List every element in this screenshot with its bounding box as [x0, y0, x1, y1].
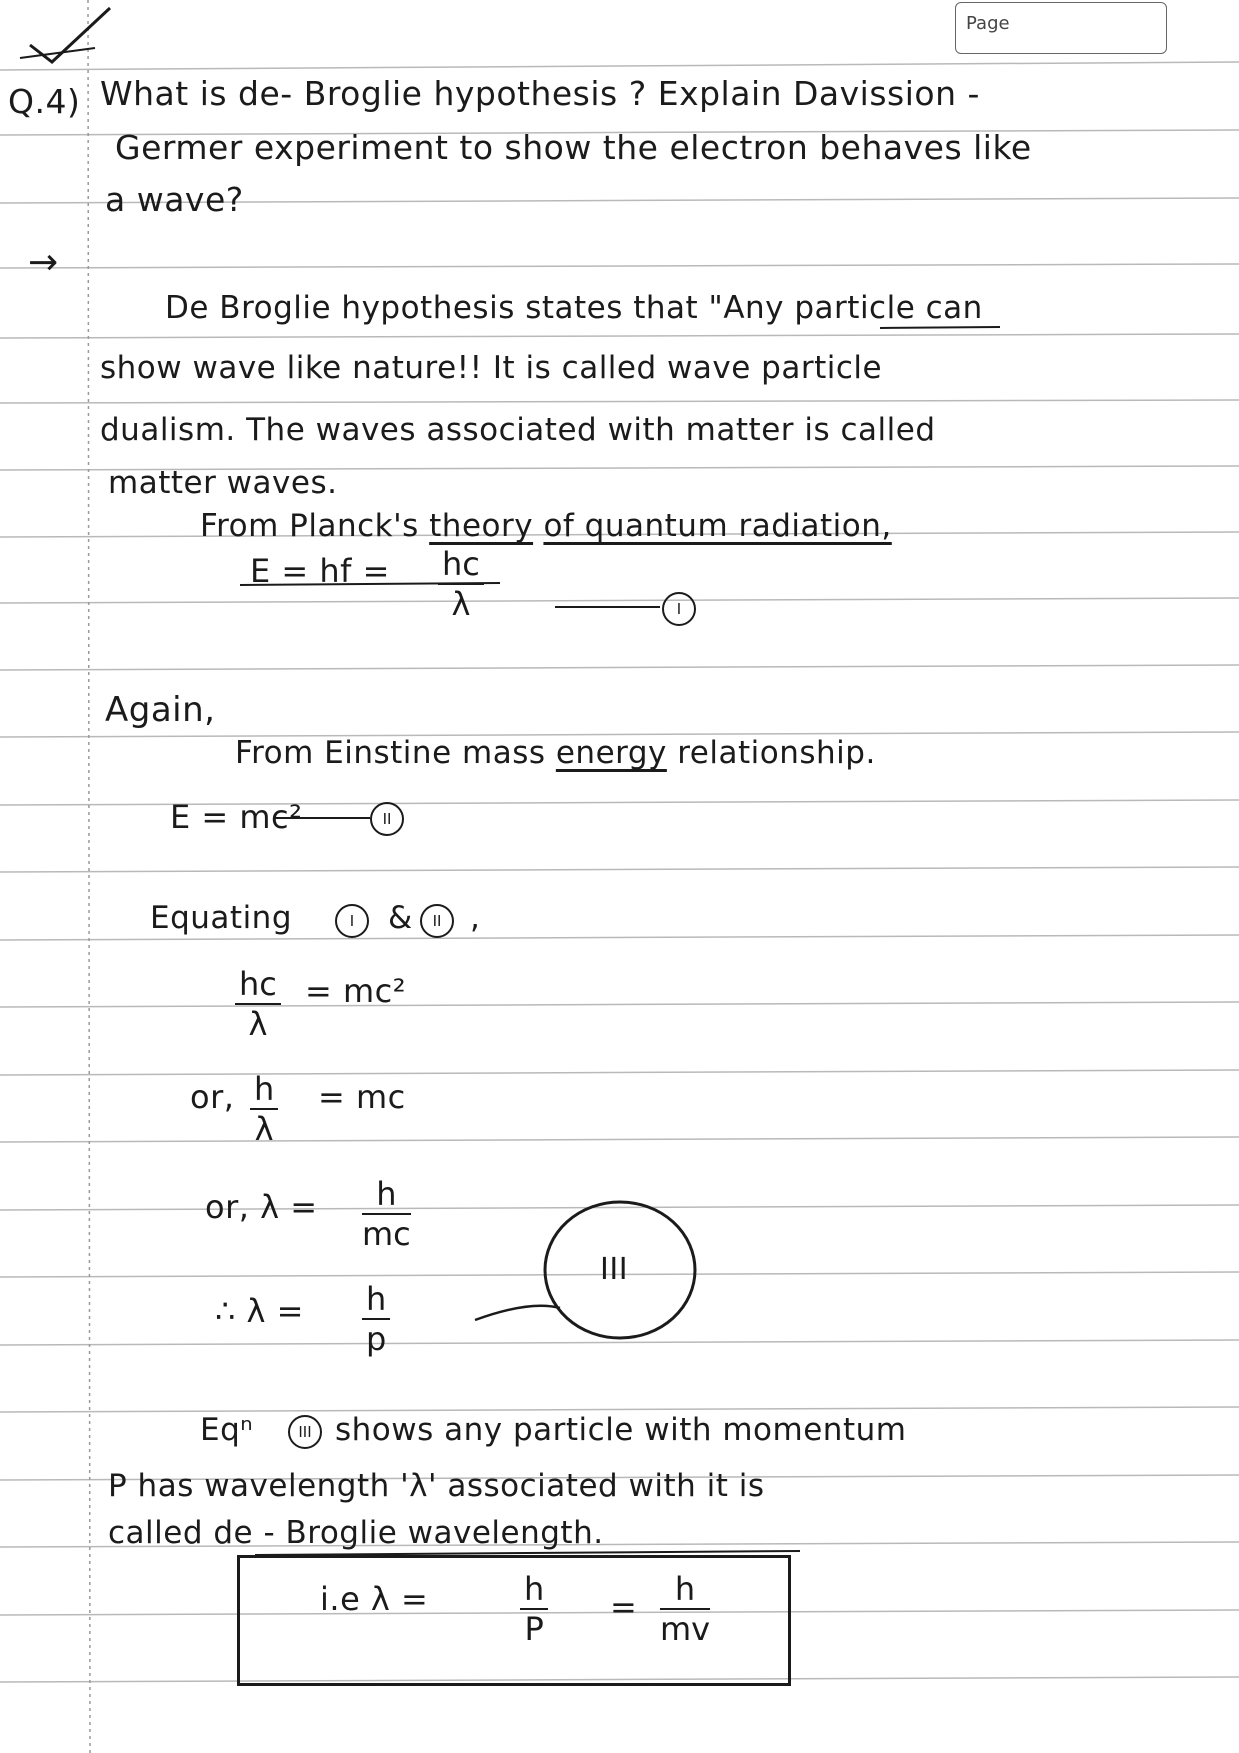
einstein-line: [235, 735, 876, 771]
equating-label: Equating: [150, 900, 293, 936]
para-line-1-quote: Any particle can: [723, 290, 983, 326]
conclusion-line-2: P has wavelength 'λ' associated with it is: [108, 1468, 765, 1504]
eq1-fraction: [438, 545, 484, 623]
step1-rhs: = mc²: [305, 972, 407, 1010]
final-denominator-2: mv: [660, 1610, 711, 1648]
conclusion-eqn: Eqⁿ: [200, 1412, 254, 1448]
para-line-2: show wave like nature!! It is called wave particle: [100, 350, 883, 386]
para-line-1: [165, 290, 983, 326]
page-label: Page: [966, 13, 1010, 34]
step1-numerator: hc: [235, 965, 281, 1005]
para-line-1-start: De Broglie hypothesis states that ": [165, 290, 724, 326]
step2-denominator: λ: [254, 1110, 274, 1148]
page-number-box: [955, 2, 1167, 54]
einstein-energy: energy: [555, 735, 667, 771]
question-line-1: What is de- Broglie hypothesis ? Explain Davission -: [100, 74, 980, 113]
step1-denominator: λ: [248, 1005, 268, 1043]
final-fraction-1: [520, 1570, 548, 1648]
final-ie: i.e λ =: [320, 1580, 429, 1618]
planck-start: From Planck's: [200, 508, 419, 544]
eq1-numerator: hc: [438, 545, 484, 585]
step3-lhs: or, λ =: [205, 1188, 318, 1226]
circle-tag: III: [600, 1252, 629, 1287]
planck-end: of quantum radiation,: [543, 508, 892, 544]
question-line-3: a wave?: [105, 180, 244, 219]
para-line-4: matter waves.: [108, 465, 338, 501]
step3-denominator: mc: [362, 1215, 411, 1253]
eq1-left: E = hf =: [250, 552, 390, 590]
step4-denominator: p: [365, 1320, 387, 1358]
question-line-2: Germer experiment to show the electron behaves like: [115, 128, 1032, 167]
conclusion-line-3: called de - Broglie wavelength.: [108, 1515, 604, 1551]
step2-fraction: [250, 1070, 278, 1148]
step2-rhs: = mc: [318, 1078, 406, 1116]
para-line-3: dualism. The waves associated with matter is called: [100, 412, 936, 448]
step4-lhs: ∴ λ =: [215, 1292, 304, 1330]
equating-comma: ,: [470, 900, 481, 936]
final-denominator-1: P: [524, 1610, 544, 1648]
step3-fraction: [362, 1175, 411, 1253]
final-numerator-2: h: [660, 1570, 710, 1610]
step4-fraction: [362, 1280, 390, 1358]
eq2-tag: II: [370, 802, 404, 836]
conclusion-line-1: shows any particle with momentum: [335, 1412, 907, 1448]
step2-or: or,: [190, 1078, 235, 1116]
step1-fraction: [235, 965, 281, 1043]
step2-numerator: h: [250, 1070, 278, 1110]
answer-arrow-icon: →: [28, 242, 59, 283]
planck-theory: theory: [429, 508, 534, 544]
eq2: E = mc²: [170, 798, 303, 836]
equating-tag-1: I: [335, 904, 369, 938]
step4-numerator: h: [362, 1280, 390, 1320]
einstein-start: From Einstine mass: [235, 735, 546, 771]
again-label: Again,: [105, 690, 216, 730]
planck-line: [200, 508, 892, 544]
eq1-denominator: λ: [451, 585, 471, 623]
einstein-end: relationship.: [677, 735, 876, 771]
final-fraction-2: [660, 1570, 710, 1648]
eq1-tag: I: [662, 592, 696, 626]
step3-numerator: h: [362, 1175, 411, 1215]
final-equals: =: [610, 1588, 638, 1626]
equating-amp: &: [388, 900, 413, 936]
conclusion-tag: III: [288, 1415, 322, 1449]
equating-tag-2: II: [420, 904, 454, 938]
check-mark-icon: [30, 8, 110, 62]
final-numerator-1: h: [520, 1570, 548, 1610]
question-number: Q.4): [8, 82, 81, 121]
